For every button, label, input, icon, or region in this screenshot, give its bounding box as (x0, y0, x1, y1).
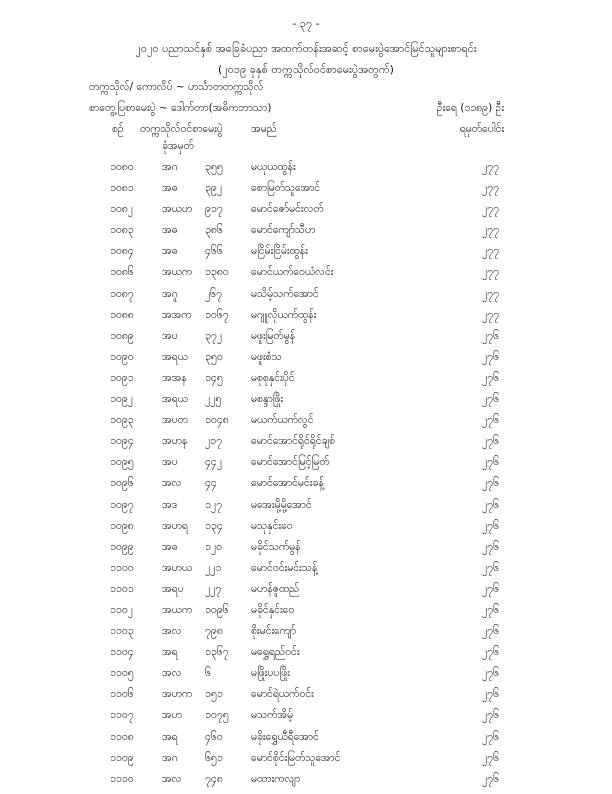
student-name: မယက်ယက်လွင် (251, 414, 314, 427)
student-name: စိုးမင်းကျော် (251, 625, 297, 638)
table-row (0, 709, 612, 730)
total-mark: ၂၇၆ (482, 646, 499, 659)
roll-prefix: အယက (162, 603, 193, 616)
student-name: မသုနှင်းဝေ (251, 519, 293, 532)
roll-prefix: အဓ (162, 540, 178, 553)
student-name: မောင်ရဲယက်ဝင်း (251, 688, 314, 701)
student-name: မောင်ကျော်သီဟ (251, 224, 316, 237)
student-name: မခိုးရွှေယီရီအောင် (251, 730, 319, 743)
roll-number: ၂၂၅ (205, 393, 222, 406)
total-mark: ၂၇၇ (482, 203, 499, 216)
total-mark: ၂၇၇ (482, 182, 499, 195)
total-mark: ၂၇၆ (482, 603, 499, 616)
roll-prefix: အလ (162, 625, 182, 638)
document-subtitle: (၂၀၁၉ ခုနှစ် တက္ကသိုလ်ဝင်စာမေးပွဲအတွက်) (218, 63, 394, 76)
table-row (0, 245, 612, 266)
roll-prefix: အရယ (162, 350, 188, 363)
total-mark: ၂၇၆ (482, 350, 499, 363)
table-row (0, 541, 612, 562)
student-name: မခိုင်နှင်းဝေ (251, 603, 295, 616)
student-name: မသက်အိမ့် (251, 709, 294, 722)
roll-prefix: အဟယ (162, 561, 193, 574)
roll-prefix: အလ (162, 477, 182, 490)
roll-prefix: အဓ (162, 182, 178, 195)
roll-number: ၁၄၅ (205, 371, 223, 384)
roll-prefix: အယက (162, 266, 193, 279)
table-row (0, 414, 612, 435)
row-number: ၁၀၉၅ (110, 456, 134, 469)
roll-prefix: အရ (162, 730, 178, 743)
roll-prefix: အယဟ (162, 203, 193, 216)
table-row (0, 435, 612, 456)
total-mark: ၂၇၆ (482, 456, 499, 469)
row-number: ၁၀၈၈ (110, 308, 134, 321)
header-roll-sub: ခုံအမှတ် (162, 140, 194, 152)
student-name: မဂျူလိုယက်ထွန်း (251, 308, 317, 321)
total-mark: ၂၇၆ (482, 393, 499, 406)
student-name: မယုယထွန်း (251, 161, 296, 173)
row-number: ၁၁၀၁ (110, 582, 134, 595)
roll-number: ၁၀၇၅ (205, 709, 229, 722)
total-mark: ၂၇၇ (482, 224, 499, 237)
row-number: ၁၀၉၀ (110, 350, 134, 363)
roll-prefix: အဓ (162, 245, 178, 258)
header-roll: တက္ကသိုလ်ဝင်စာမေးပွဲ (140, 123, 223, 135)
student-name: စောမြတ်သူအောင် (251, 182, 321, 195)
total-mark: ၂၇၇ (482, 266, 499, 279)
total-mark: ၂၇၆ (482, 709, 499, 722)
roll-number: ၃၈၆ (205, 224, 223, 237)
total-mark: ၂၇၆ (482, 561, 499, 574)
roll-number: ၄၆၆ (205, 245, 223, 258)
table-row (0, 330, 612, 351)
roll-prefix: အဟ (162, 709, 182, 722)
row-number: ၁၀၈၃ (110, 224, 134, 237)
roll-number: ၁၂၇ (205, 498, 222, 511)
student-name: မောင်အောင်ရိုင်ရိုင်ချစ် (251, 435, 336, 448)
roll-prefix: အရ (162, 646, 178, 659)
university-label: တက္ကသိုလ်/ ကောလိပ် ~ ဟင်္သာတတက္ကသိုလ် (89, 81, 264, 93)
row-number: ၁၁၀၀ (110, 561, 134, 574)
row-number: ၁၀၈၇ (110, 287, 134, 300)
roll-number: ၁၅၁ (205, 688, 223, 701)
row-number: ၁၁၀၆ (110, 688, 134, 701)
roll-prefix: အအန (162, 371, 187, 384)
roll-prefix: အအက (162, 308, 192, 321)
table-row (0, 520, 612, 541)
row-number: ၁၀၈၁ (110, 182, 134, 195)
total-mark: ၂၇၇ (482, 161, 499, 173)
roll-prefix: အပ (162, 456, 178, 469)
table-row (0, 351, 612, 372)
roll-prefix: အလ (162, 667, 182, 680)
row-number: ၁၀၉၈ (110, 519, 134, 532)
table-row (0, 393, 612, 414)
roll-prefix: အလ (162, 772, 182, 785)
total-mark: ၂၇၆ (482, 498, 499, 511)
row-number: ၁၀၉၇ (110, 498, 134, 511)
table-row (0, 288, 612, 309)
student-name: မငြိမ်းငြိမ်းထွန်း (251, 245, 308, 258)
student-name: မောင်စိုင်းမြတ်သူအောင် (251, 751, 341, 764)
roll-number: ၇၄၈ (205, 772, 223, 785)
roll-number: ၂၁၇ (205, 435, 222, 448)
roll-number: ၇၉၈ (205, 625, 223, 638)
total-mark: ၂၇၆ (482, 625, 499, 638)
roll-prefix: အဂ (162, 751, 178, 764)
row-number: ၁၁၀၂ (110, 603, 133, 616)
page-number: - ၃၇ - (292, 17, 320, 30)
row-number: ၁၁၀၅ (110, 667, 134, 680)
roll-number: ၄၆၀ (205, 730, 223, 743)
student-name: မဖြိုးပပဖြိုး (251, 667, 290, 680)
row-number: ၁၀၉၆ (110, 477, 134, 490)
subject-label: စာတွေ့ပြစာမေးပွဲ ~ ဒေါက်တာ(အဓိကဘာသာ) (89, 102, 272, 114)
total-mark: ၂၇၇ (482, 245, 499, 258)
row-number: ၁၀၉၃ (110, 414, 134, 427)
total-mark: ၂၇၆ (482, 582, 499, 595)
roll-prefix: အဓ (162, 224, 178, 237)
table-row (0, 731, 612, 752)
student-name: မဖူးမြတ်မွန် (251, 329, 296, 342)
roll-number: ၁၂၀ (205, 540, 222, 553)
row-number: ၁၀၉၉ (110, 540, 134, 553)
results-table (0, 161, 612, 794)
total-mark: ၂၇၆ (482, 519, 499, 532)
table-row (0, 667, 612, 688)
roll-prefix: အရပ (162, 582, 184, 595)
roll-number: ၄၄၂ (205, 456, 222, 469)
table-row (0, 752, 612, 773)
roll-prefix: အဒ (162, 498, 178, 511)
header-name: အမည် (251, 123, 277, 135)
count-label: ဦးရေ (၁၁၈၉) ဦး (436, 102, 504, 114)
student-name: မောင်ဇော်မင်းလတ် (251, 203, 324, 216)
row-number: ၁၁၀၇ (110, 709, 134, 722)
total-mark: ၂၇၇ (482, 308, 499, 321)
roll-number: ၃၅၅ (205, 161, 223, 173)
roll-number: ၁၀၄၈ (205, 414, 229, 427)
total-mark: ၂၇၇ (482, 287, 499, 300)
table-row (0, 477, 612, 498)
student-name: မဟန်ဇူထည် (251, 582, 300, 595)
roll-number: ၁၃၈၀ (205, 266, 229, 279)
student-name: မစန္ဒာဖြိုး (251, 393, 284, 406)
table-row (0, 224, 612, 245)
roll-prefix: အရယ (162, 393, 188, 406)
row-number: ၁၁၁၀ (110, 772, 134, 785)
student-name: မောင်အောင်မင်းခန့် (251, 477, 324, 490)
row-number: ၁၀၈၂ (110, 203, 133, 216)
roll-number: ၉၁၇ (205, 203, 223, 216)
row-number: ၁၀၉၁ (110, 371, 134, 384)
student-name: မောင်ယက်ဝေယံလင်း (251, 266, 334, 279)
table-row (0, 583, 612, 604)
roll-prefix: အဟန (162, 435, 188, 448)
header-mark: ရမှတ်ပေါင်း (459, 123, 504, 135)
row-number: ၁၁၀၈ (110, 730, 134, 743)
roll-number: ၃၉၂ (205, 182, 222, 195)
table-row (0, 604, 612, 625)
total-mark: ၂၇၆ (482, 730, 499, 743)
row-number: ၁၀၈၄ (110, 245, 134, 258)
total-mark: ၂၇၆ (482, 751, 499, 764)
roll-number: ၃၇၂ (205, 329, 222, 342)
roll-prefix: အဟက (162, 688, 193, 701)
row-number: ၁၁၀၃ (110, 625, 134, 638)
row-number: ၁၀၉၄ (110, 435, 134, 448)
roll-number: ၃၅၀ (205, 350, 223, 363)
total-mark: ၂၇၆ (482, 772, 499, 785)
roll-prefix: အပ (162, 329, 178, 342)
table-row (0, 688, 612, 709)
total-mark: ၂၇၆ (482, 667, 499, 680)
table-row (0, 499, 612, 520)
roll-number: ၂၂၁ (205, 561, 222, 574)
header-no: စဉ် (112, 123, 124, 135)
student-name: မခိုင်သက်မွန် (251, 540, 301, 553)
table-row (0, 161, 612, 182)
table-row (0, 182, 612, 203)
roll-number: ၁၀၆၇ (205, 308, 229, 321)
total-mark: ၂၇၆ (482, 371, 499, 384)
total-mark: ၂၇၆ (482, 540, 499, 553)
total-mark: ၂၇၆ (482, 435, 499, 448)
table-row (0, 372, 612, 393)
student-name: မဖူးစံသ (251, 350, 282, 363)
roll-prefix: အပတ (162, 414, 188, 427)
table-row (0, 562, 612, 583)
table-row (0, 646, 612, 667)
table-row (0, 773, 612, 794)
row-number: ၁၁၀၉ (110, 751, 134, 764)
roll-number: ၆ (205, 667, 211, 680)
roll-number: ၁၃၆၇ (205, 646, 229, 659)
student-name: မရွှေရည်ဝင်း (251, 646, 300, 659)
table-row (0, 203, 612, 224)
table-row (0, 266, 612, 287)
student-name: မထားကလျာ (251, 772, 301, 785)
total-mark: ၂၇၆ (482, 688, 499, 701)
document-title: ၂၀၂၀ ပညာသင်နှစ် အခြေခံပညာ အထက်တန်းအဆင့် စာမေးပွဲအောင်မြင်သူများစာရင်း (135, 42, 477, 55)
table-row (0, 625, 612, 646)
roll-prefix: အဂ (162, 161, 178, 173)
student-name: မစုစုနှင်းပိုင် (251, 371, 295, 384)
roll-number: ၁၃၄ (205, 519, 223, 532)
total-mark: ၂၇၆ (482, 329, 499, 342)
roll-number: ၆၅၁ (205, 751, 223, 764)
student-name: မောင်ဝင်းမင်းသန့် (251, 561, 318, 574)
student-name: မအေးမို့မို့အောင် (251, 498, 312, 511)
student-name: မောင်အောင်မြင့်မြတ် (251, 456, 330, 469)
table-row (0, 456, 612, 477)
row-number: ၁၀၈၀ (110, 161, 134, 173)
total-mark: ၂၇၆ (482, 477, 499, 490)
roll-number: ၄၄ (205, 477, 217, 490)
roll-prefix: အဂူ (162, 287, 178, 300)
roll-number: ၂၂၇ (205, 582, 222, 595)
row-number: ၁၀၉၂ (110, 393, 133, 406)
total-mark: ၂၇၆ (482, 414, 499, 427)
row-number: ၁၀၈၆ (110, 266, 134, 279)
row-number: ၁၁၀၄ (110, 646, 134, 659)
roll-number: ၁၀၉၆ (205, 603, 229, 616)
roll-number: ၂၆၇ (205, 287, 222, 300)
roll-prefix: အဟရ (162, 519, 188, 532)
student-name: မသိမ့်သက်အောင် (251, 287, 319, 300)
row-number: ၁၀၈၉ (110, 329, 134, 342)
table-row (0, 309, 612, 330)
